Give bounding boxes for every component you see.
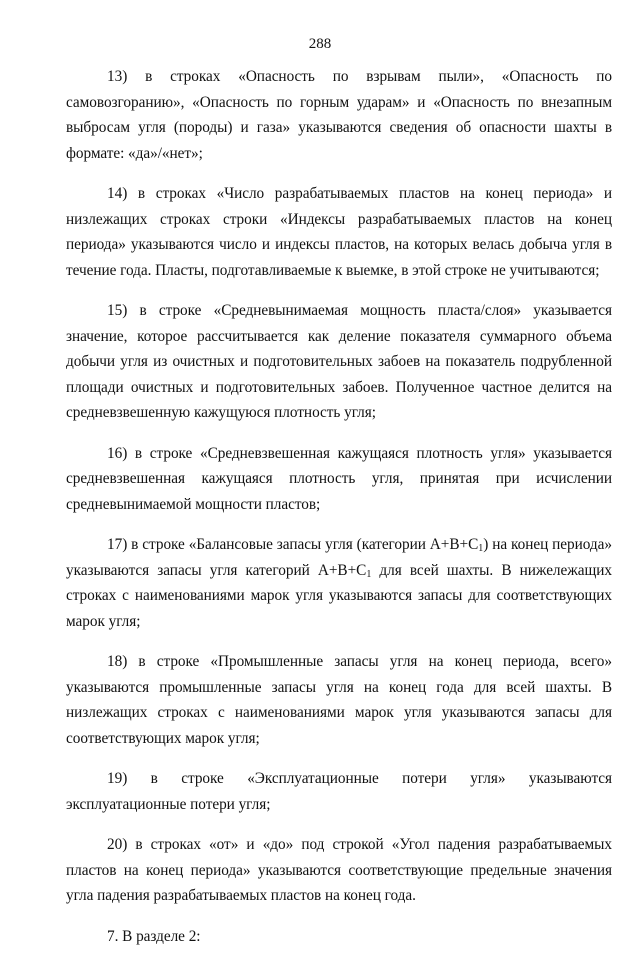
paragraph-item-19: 19) в строке «Эксплуатационные потери угля» указываются эксплуатационные потери угля; <box>66 770 612 813</box>
subscript: 1 <box>478 543 484 554</box>
paragraph-item-14: 14) в строках «Число разрабатываемых пластов на конец периода» и низлежащих строках строки «Индексы разрабатываемых пластов на конец периода» указываются число и индексы пластов, на которых велась добыча угля в течение года. Пласты, подготавливаемые к выемке, в этой строке не учитываются; <box>66 185 612 279</box>
paragraph-item-16: 16) в строке «Средневзвешенная кажущаяся плотность угля» указывается средневзвешенная кажущаяся плотность угля, принятая при исчислении средневынимаемой мощности пластов; <box>66 444 612 513</box>
paragraph-item-20: 20) в строках «от» и «до» под строкой «Угол падения разрабатываемых пластов на конец периода» указываются соответствующие предельные значения угла падения разрабатываемых пластов на конец года. <box>66 836 612 904</box>
paragraph-item-17 <box>66 532 612 634</box>
paragraph-item-18: 18) в строке «Промышленные запасы угля на конец периода, всего» указываются промышленные запасы угля на конец года для всей шахты. В низлежащих строках с наименованиями марок угля указываются запасы для соответствующих марок угля; <box>66 653 612 747</box>
document-body <box>66 64 612 964</box>
subscript: 1 <box>366 568 372 580</box>
page-number: 288 <box>308 36 332 52</box>
paragraph-item-15: 15) в строке «Средневынимаемая мощность пласта/слоя» указывается значение, которое рассчитывается как деление показателя суммарного объема добычи угля из очистных и подготовительных забоев на показатель подрубленной площади очистных и подготовительных забоев. Полученное частное делится на средневзвешенную кажущуюся плотность угля; <box>66 302 612 421</box>
paragraph-text: 17) в строке «Балансовые запасы угля (категории А+В+С <box>107 536 479 553</box>
paragraph-text: ) на конец периода» указываются запасы угля категорий А+В+С <box>66 536 612 579</box>
paragraph-item-13: 13) в строках «Опасность по взрывам пыли», «Опасность по самовозгоранию», «Опасность по горным ударам» и «Опасность по внезапным выбросам угля (породы) и газа» указываются сведения об опасности шахты в формате: «да»/«нет»; <box>66 68 612 162</box>
paragraph-text: для всей шахты. В нижележащих строках с наименованиями марок угля указываются запасы для соответствующих марок угля; <box>66 561 612 630</box>
section-heading-7: 7. В разделе 2: <box>107 927 201 945</box>
